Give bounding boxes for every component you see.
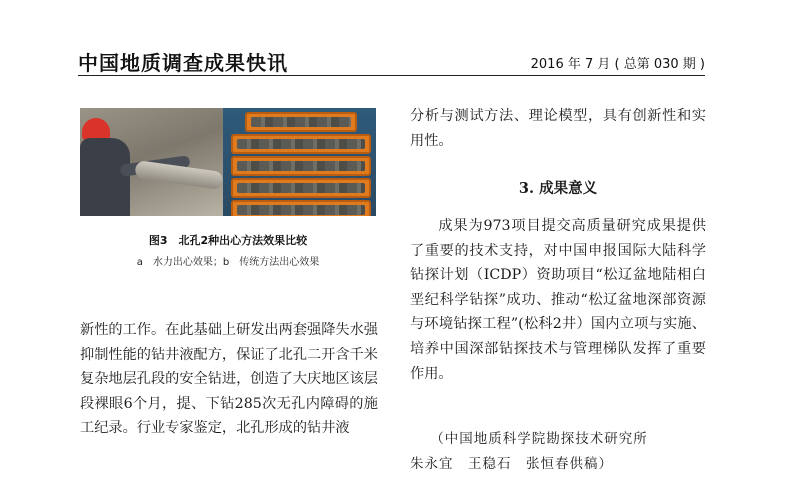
source-organization: （中国地质科学院勘探技术研究所: [430, 431, 648, 447]
core-tray: [231, 134, 371, 154]
core-tray: [245, 112, 357, 132]
issue-info: 2016 年 7 月 ( 总第 030 期 ): [530, 57, 705, 72]
figure-caption: 图3 北孔2种出心方法效果比较: [148, 234, 308, 247]
source-attribution: [410, 427, 706, 476]
right-column-top-paragraph: 分析与测试方法、理论模型，具有创新性和实用性。: [410, 108, 706, 149]
source-authors: 朱永宜 王稳石 张恒春供稿）: [410, 455, 613, 472]
core-tray: [231, 178, 371, 198]
left-column-paragraph: 新性的工作。在此基础上研发出两套强降失水强抑制性能的钻井液配方，保证了北孔二开含千米复杂地层孔段的安全钻进，创造了大庆地区该层段裸眼6个月，提、下钻285次无孔内障碍的施工纪录。行业专家鉴定，北孔形成的钻井液: [80, 322, 378, 437]
figure-subcaption: a 水力出心效果；b 传统方法出心效果: [136, 257, 320, 268]
section-heading: 3. 成果意义: [518, 180, 598, 197]
photo-core-trays: [223, 108, 376, 216]
worker-helmet: [82, 118, 110, 140]
photo-hydraulic-core-extraction: [80, 108, 223, 216]
figure-3: [80, 108, 376, 216]
core-tray: [231, 200, 371, 216]
worker-body: [80, 138, 130, 216]
right-column-body-paragraph: 成果为973项目提交高质量研究成果提供了重要的技术支持，对中国申报国际大陆科学钻探计划（ICDP）资助项目“松辽盆地陆相白垩纪科学钻探”成功、推动“松辽盆地深部资源与环境钻探工程”(松科2井）国内立项与实施、培养中国深部钻探技术与管理梯队发挥了重要作用。: [410, 218, 706, 382]
header-rule: [78, 75, 705, 76]
core-tray: [231, 156, 371, 176]
journal-title: 中国地质调查成果快讯: [78, 51, 288, 75]
